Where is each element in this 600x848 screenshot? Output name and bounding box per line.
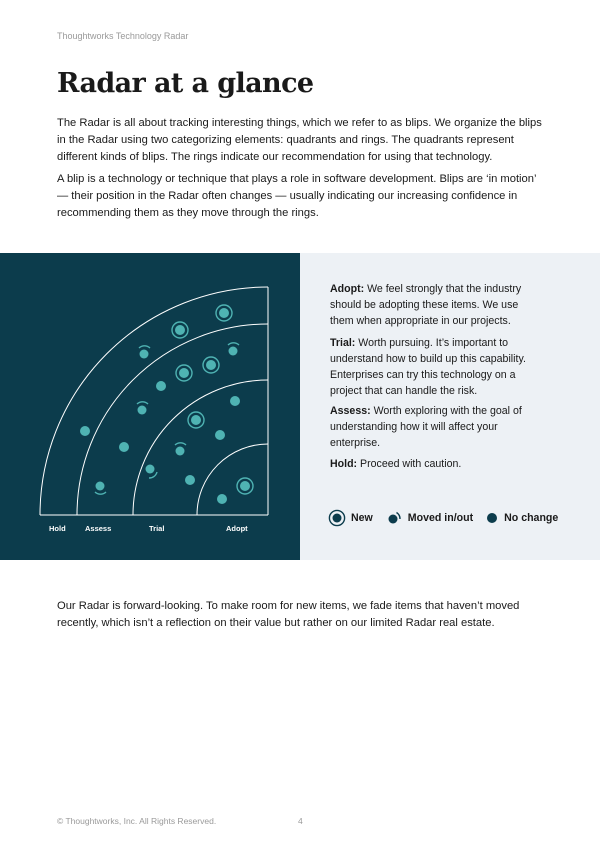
blip-moved-arc	[95, 492, 106, 494]
blip-new	[240, 481, 250, 491]
footer-page-number: 4	[298, 816, 303, 826]
blip-moved	[140, 350, 149, 359]
blip-moved-arc	[228, 343, 239, 345]
legend-no-change-label: No change	[504, 512, 559, 524]
blip-no-change	[119, 442, 129, 452]
blip-no-change	[185, 475, 195, 485]
intro-paragraph-1: The Radar is all about tracking interesting things, which we refer to as blips. We organize the blips in the Radar using two categorizing elements: quadrants and rings. The quadrants represent different kinds of blips. The rings indicate our recommendation for using that technology.	[57, 117, 542, 163]
blip-moved	[138, 406, 147, 415]
new-blip-icon	[328, 509, 346, 527]
blip-moved	[146, 465, 155, 474]
ring-adopt-arc	[197, 444, 268, 515]
legend-new	[328, 509, 373, 527]
blip-new	[175, 325, 185, 335]
definition-adopt	[330, 281, 530, 329]
legend-moved	[385, 509, 473, 527]
header-label: Thoughtworks Technology Radar	[57, 31, 189, 41]
blip-moved-arc	[175, 443, 186, 445]
ring-label-trial: Trial	[149, 524, 165, 533]
definition-text: We feel strongly that the industry should be adopting these items. We use them when appropriate in our projects.	[330, 283, 522, 327]
radar-diagram	[0, 253, 300, 560]
footer-copyright: © Thoughtworks, Inc. All Rights Reserved.	[57, 816, 217, 826]
definition-hold	[330, 456, 530, 472]
blip-moved	[229, 347, 238, 356]
page-title: Radar at a glance	[57, 68, 314, 99]
blip-new	[191, 415, 201, 425]
definition-text: Proceed with caution.	[360, 458, 462, 470]
definition-text: Worth pursuing. It’s important to understand how to build up this capability. Enterprises can try this technology on a project that can handle the risk.	[330, 337, 526, 397]
legend-new-label: New	[351, 512, 373, 524]
ring-label-adopt: Adopt	[226, 524, 248, 533]
blip-moved	[176, 447, 185, 456]
legend-moved-label: Moved in/out	[407, 512, 474, 524]
blip-no-change	[215, 430, 225, 440]
blip-moved	[96, 482, 105, 491]
ring-trial-arc	[133, 380, 268, 515]
definition-term: Assess:	[330, 405, 371, 417]
definition-term: Trial:	[330, 337, 356, 349]
radar-panel	[0, 253, 300, 560]
intro-paragraph-2: A blip is a technology or technique that plays a role in software development. Blips are ‘in motion’ — their position in the Radar often changes — usually indicating our increasing confidence in recommending them as they move through the rings.	[57, 173, 537, 219]
radar-band	[0, 253, 600, 560]
legend-no-change	[485, 511, 558, 525]
blip-moved-arc	[137, 402, 148, 404]
ring-label-assess: Assess	[85, 524, 112, 533]
outro-paragraph: Our Radar is forward-looking. To make room for new items, we fade items that haven’t moved recently, which isn’t a reflection on their value but rather on our limited Radar real estate.	[57, 600, 520, 629]
blip-no-change	[80, 426, 90, 436]
blip-legend	[328, 510, 570, 526]
blip-new	[179, 368, 189, 378]
blip-moved-arc	[139, 346, 150, 348]
ring-label-hold: Hold	[49, 524, 66, 533]
definition-text: Worth exploring with the goal of understanding how it will affect your enterprise.	[330, 405, 522, 449]
blip-no-change	[217, 494, 227, 504]
no-change-blip-icon	[485, 511, 499, 525]
definition-assess	[330, 403, 530, 451]
definitions-panel	[300, 253, 600, 560]
blip-no-change	[230, 396, 240, 406]
definition-trial	[330, 335, 530, 399]
definition-term: Hold:	[330, 458, 358, 470]
definition-term: Adopt:	[330, 283, 365, 295]
moved-blip-icon	[385, 509, 403, 527]
blip-new	[206, 360, 216, 370]
blip-no-change	[156, 381, 166, 391]
blip-new	[219, 308, 229, 318]
